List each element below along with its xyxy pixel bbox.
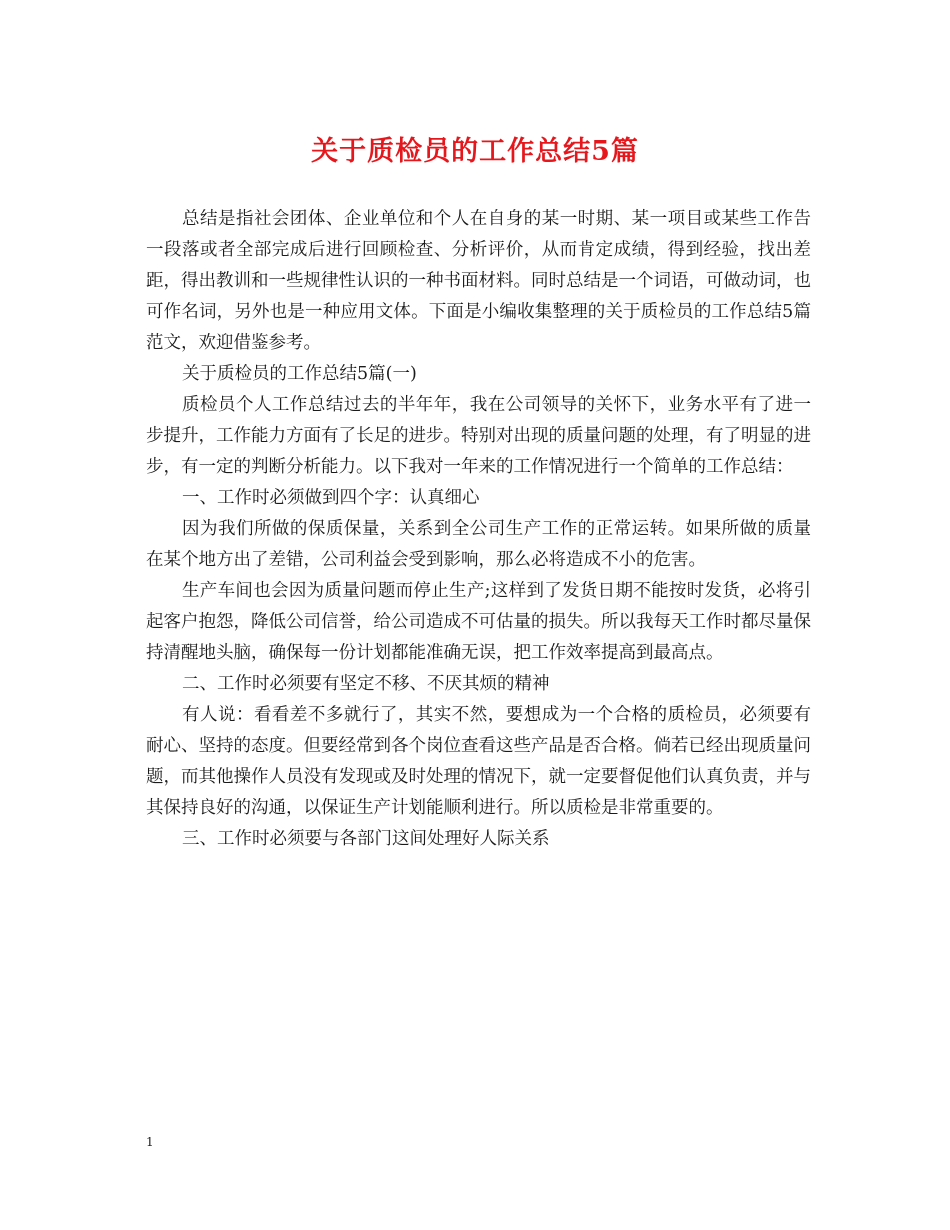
point-one-heading: 一、工作时必须做到四个字：认真细心: [182, 488, 480, 508]
document-title: 关于质检员的工作总结5篇: [311, 136, 639, 167]
section-heading-part-one: 关于质检员的工作总结5篇(一): [182, 364, 417, 384]
point-three-heading: 三、工作时必须要与各部门这间处理好人际关系: [182, 829, 550, 849]
page-number: 1: [146, 1135, 154, 1149]
point-two-heading: 二、工作时必须要有坚定不移、不厌其烦的精神: [182, 674, 550, 694]
point-two-paragraph: 有人说：看看差不多就行了，其实不然，要想成为一个合格的质检员，必须要有耐心、坚持的态度。但要经常到各个岗位查看这些产品是否合格。倘若已经出现质量问题，而其他操作人员没有发现或及时处理的情况下，就一定要督促他们认真负责，并与其保持良好的沟通，以保证生产计划能顺利进行。所以质检是非常重要的。: [146, 705, 811, 818]
point-one-paragraph-a: 因为我们所做的保质保量，关系到全公司生产工作的正常运转。如果所做的质量在某个地方出了差错，公司利益会受到影响，那么必将造成不小的危害。: [146, 519, 811, 570]
point-one-paragraph-b: 生产车间也会因为质量问题而停止生产;这样到了发货日期不能按时发货，必将引起客户抱怨，降低公司信誉，给公司造成不可估量的损失。所以我每天工作时都尽量保持清醒地头脑，确保每一份计划都能准确无误，把工作效率提高到最高点。: [146, 581, 811, 663]
intro-paragraph: 总结是指社会团体、企业单位和个人在自身的某一时期、某一项目或某些工作告一段落或者全部完成后进行回顾检查、分析评价，从而肯定成绩，得到经验，找出差距，得出教训和一些规律性认识的一种书面材料。同时总结是一个词语，可做动词，也可作名词，另外也是一种应用文体。下面是小编收集整理的关于质检员的工作总结5篇范文，欢迎借鉴参考。: [146, 209, 811, 353]
summary-intro-paragraph: 质检员个人工作总结过去的半年年，我在公司领导的关怀下，业务水平有了进一步提升，工作能力方面有了长足的进步。特别对出现的质量问题的处理，有了明显的进步，有一定的判断分析能力。以下我对一年来的工作情况进行一个简单的工作总结：: [146, 395, 811, 477]
document-body: [146, 204, 811, 855]
